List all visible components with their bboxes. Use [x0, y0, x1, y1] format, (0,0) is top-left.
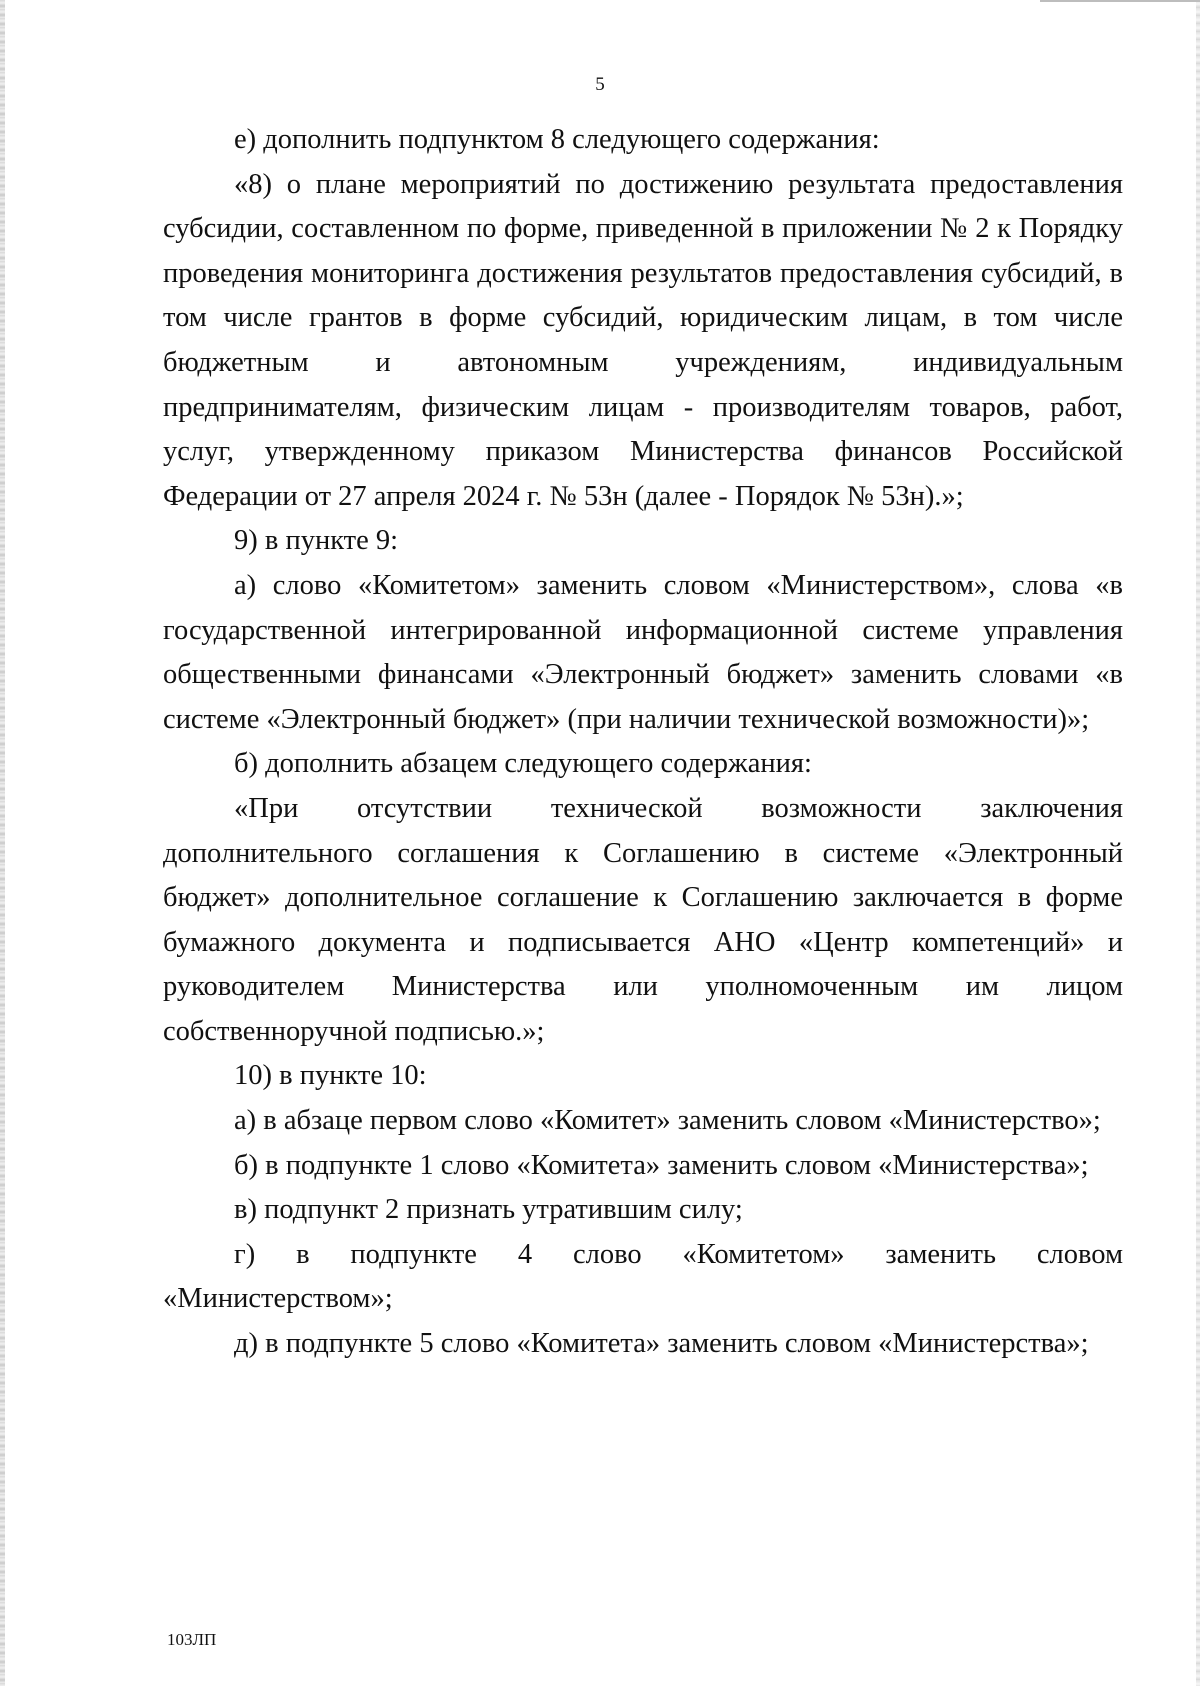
paragraph-item-9-b-text: «При отсутствии технической возможности заключения дополнительного соглашения к Соглашению в системе «Электронный бюджет» дополнительное соглашение к Соглашению заключается в форме бумажного документа и подписывается АНО «Центр компетенций» и руководителем Министерства или уполномоченным им лицом собственноручной подписью.»;	[163, 792, 1123, 1047]
paragraph-item-10-b: б) в подпункте 1 слово «Комитета» заменить словом «Министерства»;	[234, 1149, 1089, 1181]
paragraph-item-10: 10) в пункте 10:	[234, 1060, 427, 1092]
scan-left-edge	[0, 0, 5, 1686]
scan-right-edge	[1196, 0, 1200, 1686]
scan-top-edge	[1040, 0, 1200, 2]
paragraph-item-9: 9) в пункте 9:	[234, 525, 399, 557]
paragraph-item-10-g: г) в подпункте 4 слово «Комитетом» заменить словом «Министерством»;	[163, 1238, 1123, 1315]
paragraph-item-9-b: б) дополнить абзацем следующего содержания:	[234, 748, 812, 780]
document-footer-code: 103ЛП	[167, 1630, 217, 1649]
paragraph-subitem-8-text: «8) о плане мероприятий по достижению результата предоставления субсидии, составленном по форме, приведенной в приложении № 2 к Порядку проведения мониторинга достижения результатов предоставления субсидий, в том числе грантов в форме субсидий, юридическим лицам, в том числе бюджетным и автономным учреждениям, индивидуальным предпринимателям, физическим лицам - производителям товаров, работ, услуг, утвержденному приказом Министерства финансов Российской Федерации от 27 апреля 2024 г. № 53н (далее - Порядок № 53н).»;	[163, 168, 1123, 512]
paragraph-item-10-a: а) в абзаце первом слово «Комитет» заменить словом «Министерство»;	[234, 1105, 1101, 1137]
paragraph-item-10-d: д) в подпункте 5 слово «Комитета» заменить словом «Министерства»;	[234, 1328, 1089, 1360]
paragraph-subitem-e: е) дополнить подпунктом 8 следующего содержания:	[234, 124, 880, 155]
paragraph-item-10-v: в) подпункт 2 признать утратившим силу;	[234, 1194, 743, 1226]
page-number: 5	[595, 74, 605, 95]
paragraph-item-9-a: а) слово «Комитетом» заменить словом «Министерством», слова «в государственной интегрированной информационной системе управления общественными финансами «Электронный бюджет» заменить словами «в системе «Электронный бюджет» (при наличии технической возможности)»;	[163, 569, 1123, 735]
document-body	[163, 118, 1123, 1367]
